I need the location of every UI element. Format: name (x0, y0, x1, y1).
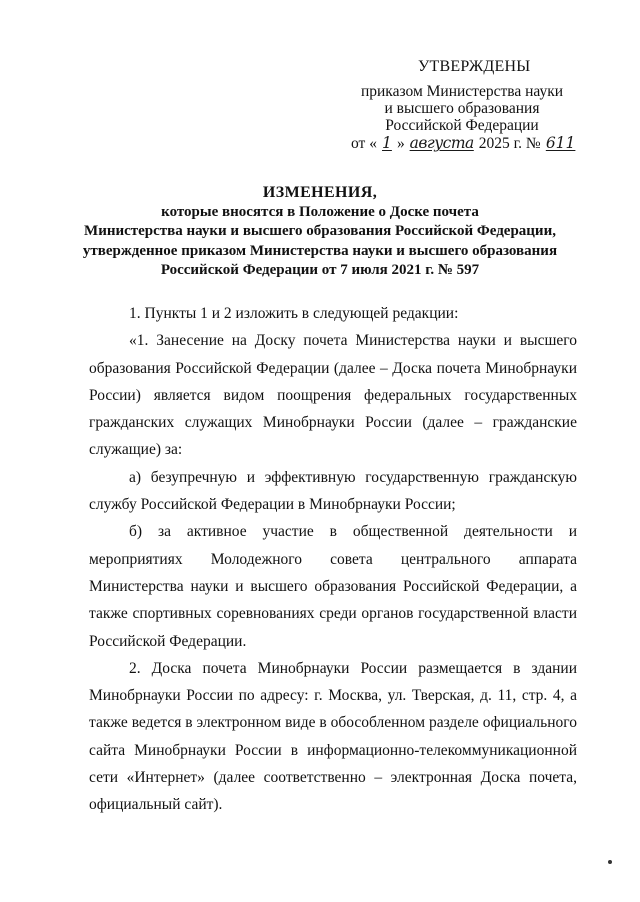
document-heading (60, 183, 580, 281)
order-day-handwritten: 1 (382, 134, 392, 152)
order-date-number (351, 133, 577, 154)
order-prefix: от « (351, 135, 377, 152)
paragraph-5: 2. Доска почета Минобрнауки России размещается в здании Минобрнауки России по адресу: г. Москва, ул. Тверская, д. 11, стр. 4, а также ведется в электронном виде в обособленном разделе официального сайта Минобрнауки России в информационно-телекоммуникационной сети «Интернет» (далее соответственно – электронная Доска почета, официальный сайт). (89, 659, 577, 814)
order-number-handwritten: 611 (545, 134, 576, 152)
heading-line-1: которые вносятся в Положение о Доске почета (161, 203, 479, 220)
approval-line-2: и высшего образования (384, 100, 540, 117)
paragraph-4: б) за активное участие в общественной деятельности и мероприятиях Молодежного совета центрального аппарата Министерства науки и высшего образования Российской Федерации, а также спортивных соревнованиях среди органов государственной власти Российской Федерации. (89, 523, 577, 650)
approval-title: УТВЕРЖДЕНЫ (418, 58, 531, 75)
paragraph-3: а) безупречную и эффективную государственную гражданскую службу Российской Федерации в Минобрнауки России; (89, 468, 577, 514)
heading-line-2: Министерства науки и высшего образования Российской Федерации, (84, 223, 556, 239)
order-month-handwritten: августа (409, 134, 474, 152)
paragraph-1: 1. Пункты 1 и 2 изложить в следующей редакции: (129, 305, 459, 322)
approval-line-3: Российской Федерации (385, 117, 539, 134)
heading-line-4: Российской Федерации от 7 июля 2021 г. № 597 (160, 262, 480, 278)
heading-line-3: утвержденное приказом Министерства науки и высшего образования (82, 242, 558, 259)
document-body (89, 300, 577, 819)
order-mid: » (396, 135, 405, 152)
order-year: 2025 г. № (478, 135, 541, 152)
approval-line-1: приказом Министерства науки (360, 83, 564, 100)
heading-title: ИЗМЕНЕНИЯ, (262, 184, 378, 201)
scan-dot (608, 860, 612, 864)
paragraph-2: «1. Занесение на Доску почета Министерства науки и высшего образования Российской Федерации (далее – Доска почета Минобрнауки России) является видом поощрения федеральных государственных гражданских служащих Минобрнауки России (далее – гражданские служащие) за: (89, 332, 577, 459)
